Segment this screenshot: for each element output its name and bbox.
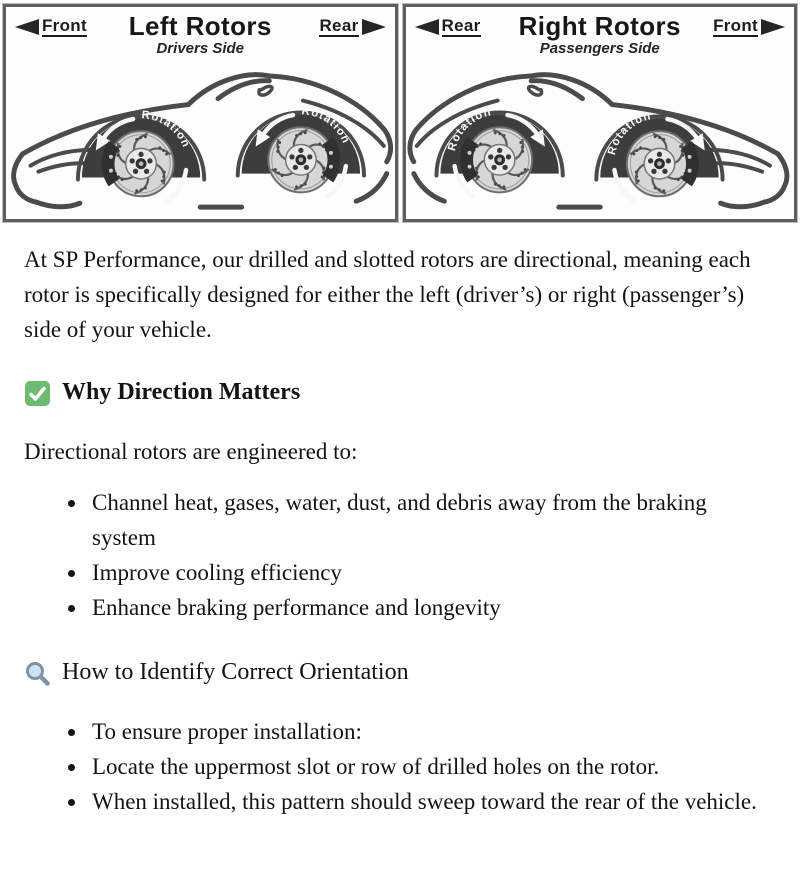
list-item: • Improve cooling efficiency (88, 555, 770, 590)
panel-title-block (479, 12, 720, 57)
article (0, 222, 800, 883)
panel-right-rotors (403, 4, 798, 222)
rotation-label: Rotation (141, 109, 193, 150)
arrow-left-icon (415, 19, 439, 35)
panel-title-block (80, 12, 321, 57)
direction-front (713, 16, 785, 37)
direction-label: Front (42, 16, 87, 35)
section-heading-identify-orientation (24, 655, 770, 690)
arrow-right-icon (362, 19, 386, 35)
benefits-list (24, 485, 770, 625)
arrow-right-icon (761, 19, 785, 35)
intro-paragraph: At SP Performance, our drilled and slotted rotors are directional, meaning each rotor is specifically designed for either the left (driver’s) or right (passenger’s) side of your vehicle. (24, 247, 751, 342)
direction-front (15, 16, 87, 37)
list-item: • To ensure proper installation: (88, 714, 770, 749)
check-mark-icon (24, 380, 51, 407)
section-heading-text: Why Direction Matters (62, 379, 301, 405)
car-diagram-left (6, 69, 395, 217)
direction-rear (415, 16, 481, 37)
section-heading-text: How to Identify Correct Orientation (62, 659, 409, 685)
direction-label: Rear (441, 16, 481, 35)
list-item: • Channel heat, gases, water, dust, and debris away from the braking system (88, 485, 770, 555)
orientation-list (24, 714, 770, 819)
rotation-label: Rotation (605, 110, 653, 157)
rotation-label: Rotation (300, 105, 353, 146)
panel-subtitle: Drivers Side (156, 40, 245, 57)
panel-title: Right Rotors (518, 11, 681, 41)
arrow-left-icon (15, 19, 39, 35)
rotor-direction-diagram (0, 0, 800, 222)
list-item: • When installed, this pattern should sweep toward the rear of the vehicle. (88, 784, 770, 819)
panel-header (6, 12, 395, 66)
panel-title: Left Rotors (128, 11, 272, 41)
direction-rear (319, 16, 385, 37)
section-lead: Directional rotors are engineered to: (24, 439, 358, 464)
list-item: • Locate the uppermost slot or row of drilled holes on the rotor. (88, 749, 770, 784)
section-heading-why-direction-matters (24, 375, 770, 410)
car-diagram-right (406, 69, 795, 217)
list-item: • Enhance braking performance and longevity (88, 590, 770, 625)
direction-label: Front (713, 16, 758, 35)
rotation-label: Rotation (445, 106, 493, 153)
direction-label: Rear (319, 16, 359, 35)
magnifying-glass-icon (24, 660, 51, 687)
panel-subtitle: Passengers Side (539, 40, 660, 57)
panel-header (406, 12, 795, 66)
panel-left-rotors (3, 4, 398, 222)
